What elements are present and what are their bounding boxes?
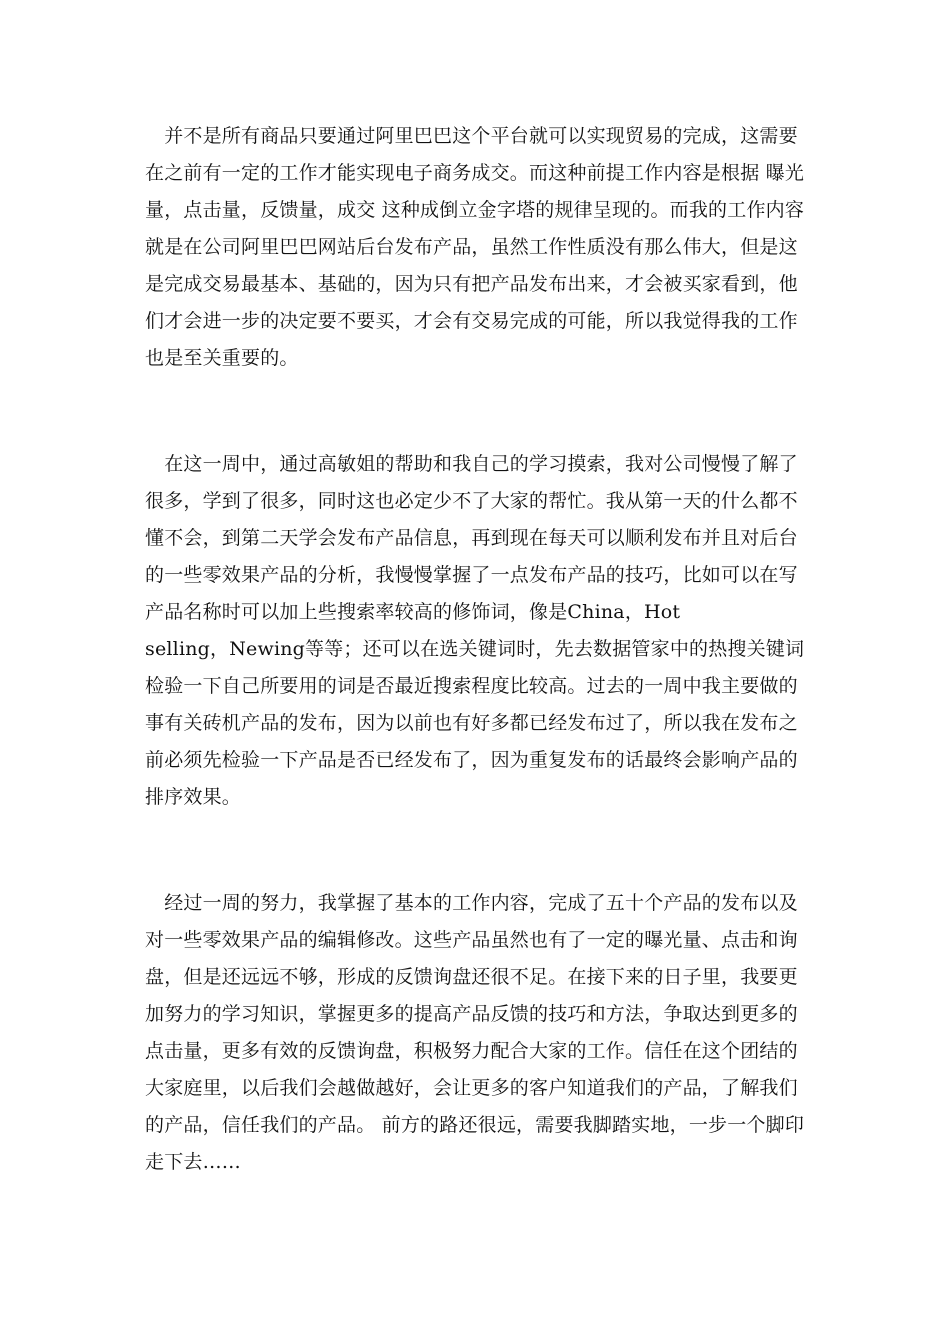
paragraph-line: 很多，学到了很多，同时这也必定少不了大家的帮忙。我从第一天的什么都不 [145,490,798,512]
paragraph-line: 走下去…… [145,1151,242,1173]
paragraph-line: 经过一周的努力，我掌握了基本的工作内容，完成了五十个产品的发布以及 [145,892,798,914]
paragraph-line: 点击量，更多有效的反馈询盘，积极努力配合大家的工作。信任在这个团结的 [145,1040,798,1062]
paragraph-line: 排序效果。 [145,786,242,808]
paragraph-line: 就是在公司阿里巴巴网站后台发布产品，虽然工作性质没有那么伟大，但是这 [145,236,798,258]
paragraph-line: 加努力的学习知识，掌握更多的提高产品反馈的技巧和方法，争取达到更多的 [145,1003,798,1025]
paragraph-line: 事有关砖机产品的发布，因为以前也有好多都已经发布过了，所以我在发布之 [145,712,798,734]
paragraph-line: 也是至关重要的。 [145,347,299,369]
paragraph-line: 对一些零效果产品的编辑修改。这些产品虽然也有了一定的曝光量、点击和询 [145,929,798,951]
paragraph-line: 检验一下自己所要用的词是否最近搜索程度比较高。过去的一周中我主要做的 [145,675,798,697]
paragraph-line: 是完成交易最基本、基础的，因为只有把产品发布出来，才会被买家看到，他 [145,273,798,295]
paragraph-line: 在这一周中，通过高敏姐的帮助和我自己的学习摸索，我对公司慢慢了解了 [145,453,798,475]
paragraph-line: 量，点击量，反馈量，成交 这种成倒立金字塔的规律呈现的。而我的工作内容 [145,199,805,221]
paragraph-line: 的一些零效果产品的分析，我慢慢掌握了一点发布产品的技巧，比如可以在写 [145,564,798,586]
paragraph-line: 前必须先检验一下产品是否已经发布了，因为重复发布的话最终会影响产品的 [145,749,798,771]
paragraph-line: selling，Newing等等；还可以在选关键词时，先去数据管家中的热搜关键词 [145,638,805,660]
paragraph-line: 懂不会，到第二天学会发布产品信息，再到现在每天可以顺利发布并且对后台 [145,527,798,549]
paragraph-line: 的产品，信任我们的产品。 前方的路还很远，需要我脚踏实地，一步一个脚印 [145,1114,805,1136]
paragraph-line: 盘，但是还远远不够，形成的反馈询盘还很不足。在接下来的日子里，我要更 [145,966,798,988]
paragraph-line: 并不是所有商品只要通过阿里巴巴这个平台就可以实现贸易的完成，这需要 [145,125,798,147]
paragraph-line: 们才会进一步的决定要不要买，才会有交易完成的可能，所以我觉得我的工作 [145,310,798,332]
paragraph-line: 产品名称时可以加上些搜索率较高的修饰词，像是China，Hot [145,601,681,623]
paragraph-line: 大家庭里，以后我们会越做越好，会让更多的客户知道我们的产品，了解我们 [145,1077,798,1099]
paragraph-line: 在之前有一定的工作才能实现电子商务成交。而这种前提工作内容是根据 曝光 [145,162,805,184]
